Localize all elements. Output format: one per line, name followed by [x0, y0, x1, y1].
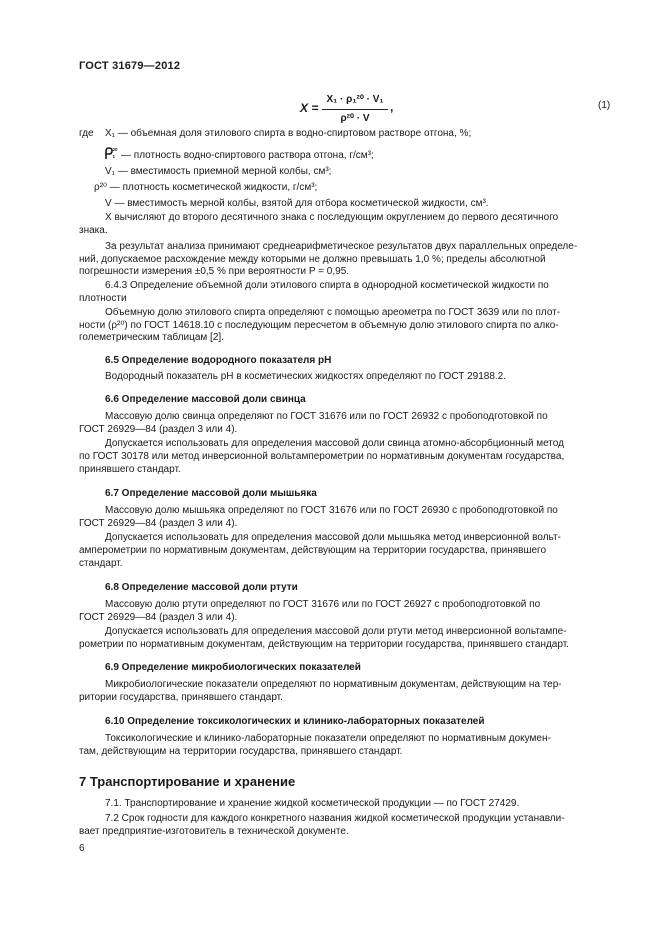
fraction-bar — [322, 109, 388, 110]
svg-text:1: 1 — [112, 154, 116, 159]
legend-v: V — вместимость мерной колбы, взятой для отбора косметической жидкости, см³. — [105, 198, 489, 209]
section-6-7-heading: 6.7 Определение массовой доли мышьяка — [105, 488, 317, 499]
paragraph-line: ГОСТ 26929—84 (раздел 3 или 4). — [79, 612, 238, 623]
paragraph-line: Объемную долю этилового спирта определяют с помощью ареометра по ГОСТ 3639 или по плот- — [105, 307, 561, 318]
page-number: 6 — [79, 843, 85, 854]
paragraph-line: по ГОСТ 30178 или метод инверсионной вольтамперометрии по нормативным документам государства, — [79, 451, 565, 462]
section-6-10-heading: 6.10 Определение токсикологических и клинико-лабораторных показателей — [105, 716, 485, 727]
paragraph-line: големетрическим таблицам [2]. — [79, 332, 224, 343]
paragraph-line: ности (ρ²⁰) по ГОСТ 14618.10 с последующим пересчетом в объемную долю этилового спирта по алко- — [79, 320, 559, 331]
paragraph-line: Водородный показатель pH в косметических жидкостях определяют по ГОСТ 29188.2. — [105, 371, 507, 382]
paragraph-line: ГОСТ 26929—84 (раздел 3 или 4). — [79, 518, 238, 529]
paragraph-line: плотности — [79, 293, 127, 304]
paragraph-line: 6.4.3 Определение объемной доли этилового спирта в однородной косметической жидкости по — [105, 280, 549, 291]
paragraph-line: 7.1. Транспортирование и хранение жидкой косметической продукции — по ГОСТ 27429. — [105, 798, 520, 809]
paragraph-line: там, действующим на территории государства, принявшего стандарт. — [79, 746, 403, 757]
formula-comma: , — [390, 100, 394, 114]
rho1-symbol-icon — [104, 146, 118, 160]
legend-x1: X₁ — объемная доля этилового спирта в водно-спиртовом растворе отгона, %; — [105, 128, 472, 139]
paragraph-line: Массовую долю свинца определяют по ГОСТ 31676 или по ГОСТ 26932 с пробоподготовкой по — [105, 411, 548, 422]
paragraph-line: Массовую долю мышьяка определяют по ГОСТ 31676 или по ГОСТ 26930 с пробоподготовкой по — [105, 505, 558, 516]
paragraph-line: ГОСТ 26929—84 (раздел 3 или 4). — [79, 424, 238, 435]
paragraph-line: За результат анализа принимают среднеарифметическое результатов двух параллельных определе- — [105, 241, 578, 252]
formula-lhs: X = — [300, 101, 319, 115]
legend-rho1: — плотность водно-спиртового раствора отгона, г/см³; — [121, 150, 374, 161]
formula-numerator: X₁ · ρ₁²⁰ · V₁ — [326, 94, 384, 105]
legend-rho: ρ²⁰ — плотность косметической жидкости, г/см³; — [94, 182, 318, 193]
legend-v1: V₁ — вместимость приемной мерной колбы, см³; — [105, 166, 332, 177]
section-7-heading: 7 Транспортирование и хранение — [79, 774, 296, 789]
paragraph-line: погрешности измерения ±0,5 % при вероятности P = 0,95. — [79, 266, 350, 277]
paragraph-line: Микробиологические показатели определяют по нормативным документам, действующим на тер- — [105, 679, 562, 690]
paragraph-line: ний, допускаемое расхождение между которыми не должно превышать 1,0 %; пределы абсолютной — [79, 254, 546, 265]
section-6-9-heading: 6.9 Определение микробиологических показателей — [105, 662, 361, 673]
paragraph-line: Допускается использовать для определения массовой доли мышьяка метод инверсионной вольт- — [105, 532, 561, 543]
formula-fraction — [322, 92, 388, 126]
formula-denominator: ρ²⁰ · V — [340, 113, 370, 124]
paragraph-line: принявшего стандарт. — [79, 464, 181, 475]
standard-code: ГОСТ 31679—2012 — [79, 60, 181, 72]
paragraph-line: 7.2 Срок годности для каждого конкретного названия жидкой косметической продукции устанавли- — [105, 813, 565, 824]
equation-number: (1) — [598, 100, 611, 111]
paragraph-line: Допускается использовать для определения массовой доли ртути метод инверсионной вольтампе- — [105, 626, 567, 637]
paragraph-line: Массовую долю ртути определяют по ГОСТ 31676 или по ГОСТ 26927 с пробоподготовкой по — [105, 599, 541, 610]
paragraph-line: Допускается использовать для определения массовой доли свинца атомно-абсорбционный метод — [105, 438, 564, 449]
paragraph-line: амперометрии по нормативным документам, действующим на территории государства, принявшего — [79, 545, 547, 556]
section-6-6-heading: 6.6 Определение массовой доли свинца — [105, 394, 306, 405]
paragraph-line: вает предприятие-изготовитель в технической документе. — [79, 826, 349, 837]
paragraph-line: X вычисляют до второго десятичного знака с последующим округлением до первого десятичного — [105, 212, 559, 223]
section-6-8-heading: 6.8 Определение массовой доли ртути — [105, 582, 298, 593]
paragraph-line: стандарт. — [79, 558, 123, 569]
paragraph-line: знака. — [79, 225, 108, 236]
legend-where: где — [79, 128, 94, 139]
paragraph-line: Токсикологические и клинико-лабораторные показатели определяют по нормативным докумен- — [105, 733, 551, 744]
section-6-5-heading: 6.5 Определение водородного показателя pH — [105, 355, 332, 366]
svg-text:20: 20 — [112, 147, 118, 152]
paragraph-line: рометрии по нормативным документам, действующим на территории государства, принявшего стандарт. — [79, 639, 569, 650]
paragraph-line: ритории государства, принявшего стандарт. — [79, 692, 283, 703]
